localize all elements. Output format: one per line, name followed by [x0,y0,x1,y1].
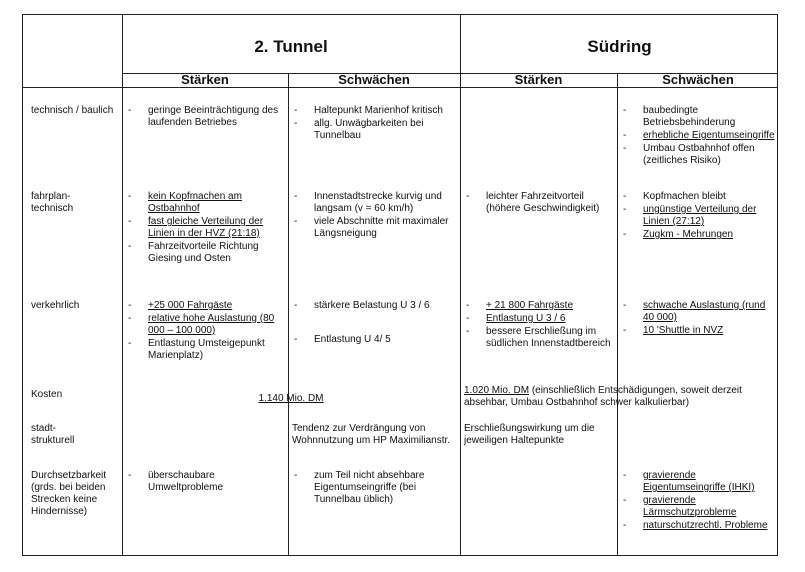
cell-fahrplan-sued-schwaechen [621,191,777,242]
row-label-verkehrlich: verkehrlich [31,300,80,311]
list-item: - zum Teil nicht absehbare Eigentumseingriffe (bei Tunnelbau üblich) [292,470,458,506]
cell-verkehrlich-sued-staerken [464,300,615,351]
list-item: - +25 000 Fahrgäste [126,300,286,312]
list-item: - Innenstadtstrecke kurvig und langsam (v = 60 km/h) [292,191,458,215]
list-item: - schwache Auslastung (rund 40 000) [621,300,777,324]
list-item: - viele Abschnitte mit maximaler Längsneigung [292,216,458,240]
list-item: - relative hohe Auslastung (80 000 – 100 000) [126,313,286,337]
list-item: - Zugkm - Mehrungen [621,229,777,241]
header-sued-schwaechen: Schwächen [662,72,734,87]
header-tunnel: 2. Tunnel [254,37,328,56]
cell-technisch-sued-schwaechen [621,105,777,168]
list-item: - überschaubare Umweltprobleme [126,470,286,494]
header-suedring: Südring [587,37,652,56]
row-label-kosten: Kosten [31,389,63,400]
list-item: - Entlastung Umsteigepunkt Marienplatz) [126,338,286,362]
comparison-table [22,14,778,556]
list-item: - gravierende Lärmschutzprobleme [621,495,777,519]
column-divider [288,73,289,555]
header-sued-staerken: Stärken [514,72,563,87]
cell-fahrplan-tunnel-staerken [126,191,286,266]
list-item: - Kopfmachen bleibt [621,191,777,203]
list-item: - naturschutzrechtl. Probleme [621,520,777,532]
cell-durchsetz-sued-schwaechen [621,470,777,533]
list-item: - Entlastung U 3 / 6 [464,313,615,325]
list-item: - ungünstige Verteilung der Linien (27:12) [621,204,777,228]
kosten-sued-amount: 1.020 Mio. DM [464,385,530,396]
list-item: - bessere Erschließung im südlichen Innenstadtbereich [464,326,615,350]
row-label-technisch: technisch / baulich [31,105,114,116]
cell-kosten-tunnel: 1.140 Mio. DM [258,393,324,404]
cell-fahrplan-tunnel-schwaechen [292,191,458,241]
list-item: - leichter Fahrzeitvorteil (höhere Geschwindigkeit) [464,191,615,215]
list-item: - geringe Beeinträchtigung des laufenden Betriebes [126,105,286,129]
cell-technisch-tunnel-schwaechen [292,105,458,143]
row-label-stadt: stadt-strukturell [31,423,75,446]
list-item: - Haltepunkt Marienhof kritisch [292,105,458,117]
cell-durchsetz-tunnel-schwaechen [292,470,458,507]
header-tunnel-schwaechen: Schwächen [338,72,410,87]
cell-verkehrlich-tunnel-staerken [126,300,286,363]
cell-verkehrlich-tunnel-schwaechen [292,300,458,347]
cell-verkehrlich-sued-schwaechen [621,300,777,338]
list-item: - 10 'Shuttle in NVZ [621,325,777,337]
cell-technisch-tunnel-staerken [126,105,286,130]
header-tunnel-staerken: Stärken [181,72,229,87]
column-divider [122,15,123,555]
list-item: - Umbau Ostbahnhof offen (zeitliches Risiko) [621,143,777,167]
list-item: - baubedingte Betriebsbehinderung [621,105,777,129]
list-item: - fast gleiche Verteilung der Linien in der HVZ (21:18) [126,216,286,240]
cell-stadt-sued-staerken: Erschließungswirkung um die jeweiligen Haltepunkte [464,423,595,446]
cell-durchsetz-tunnel-staerken [126,470,286,495]
list-item: - Entlastung U 4/ 5 [292,334,458,346]
row-divider [23,87,777,88]
list-item: - Fahrzeitvorteile Richtung Giesing und Osten [126,241,286,265]
cell-fahrplan-sued-staerken [464,191,615,216]
row-label-fahrplan: fahrplan-technisch [31,191,74,214]
cell-stadt-tunnel-schwaechen: Tendenz zur Verdrängung von Wohnnutzung um HP Maximilianstr. [292,423,451,446]
row-label-durchsetz: Durchsetzbarkeit (grds. bei beiden Strecken keine Hindernisse) [31,470,107,517]
cell-kosten-sued [464,385,776,409]
list-item: - kein Kopfmachen am Ostbahnhof [126,191,286,215]
kosten-sued-note: (einschließlich Entschädigungen, soweit derzeit absehbar, Umbau Ostbahnhof schwer kalkulierbar) [464,385,742,408]
list-item: - gravierende Eigentumseingriffe (IHKI) [621,470,777,494]
list-item: - + 21 800 Fahrgäste [464,300,615,312]
list-item: - allg. Unwägbarkeiten bei Tunnelbau [292,118,458,142]
column-divider [460,15,461,555]
list-item: - erhebliche Eigentumseingriffe [621,130,777,142]
list-item: - stärkere Belastung U 3 / 6 [292,300,458,312]
column-divider [617,73,618,555]
